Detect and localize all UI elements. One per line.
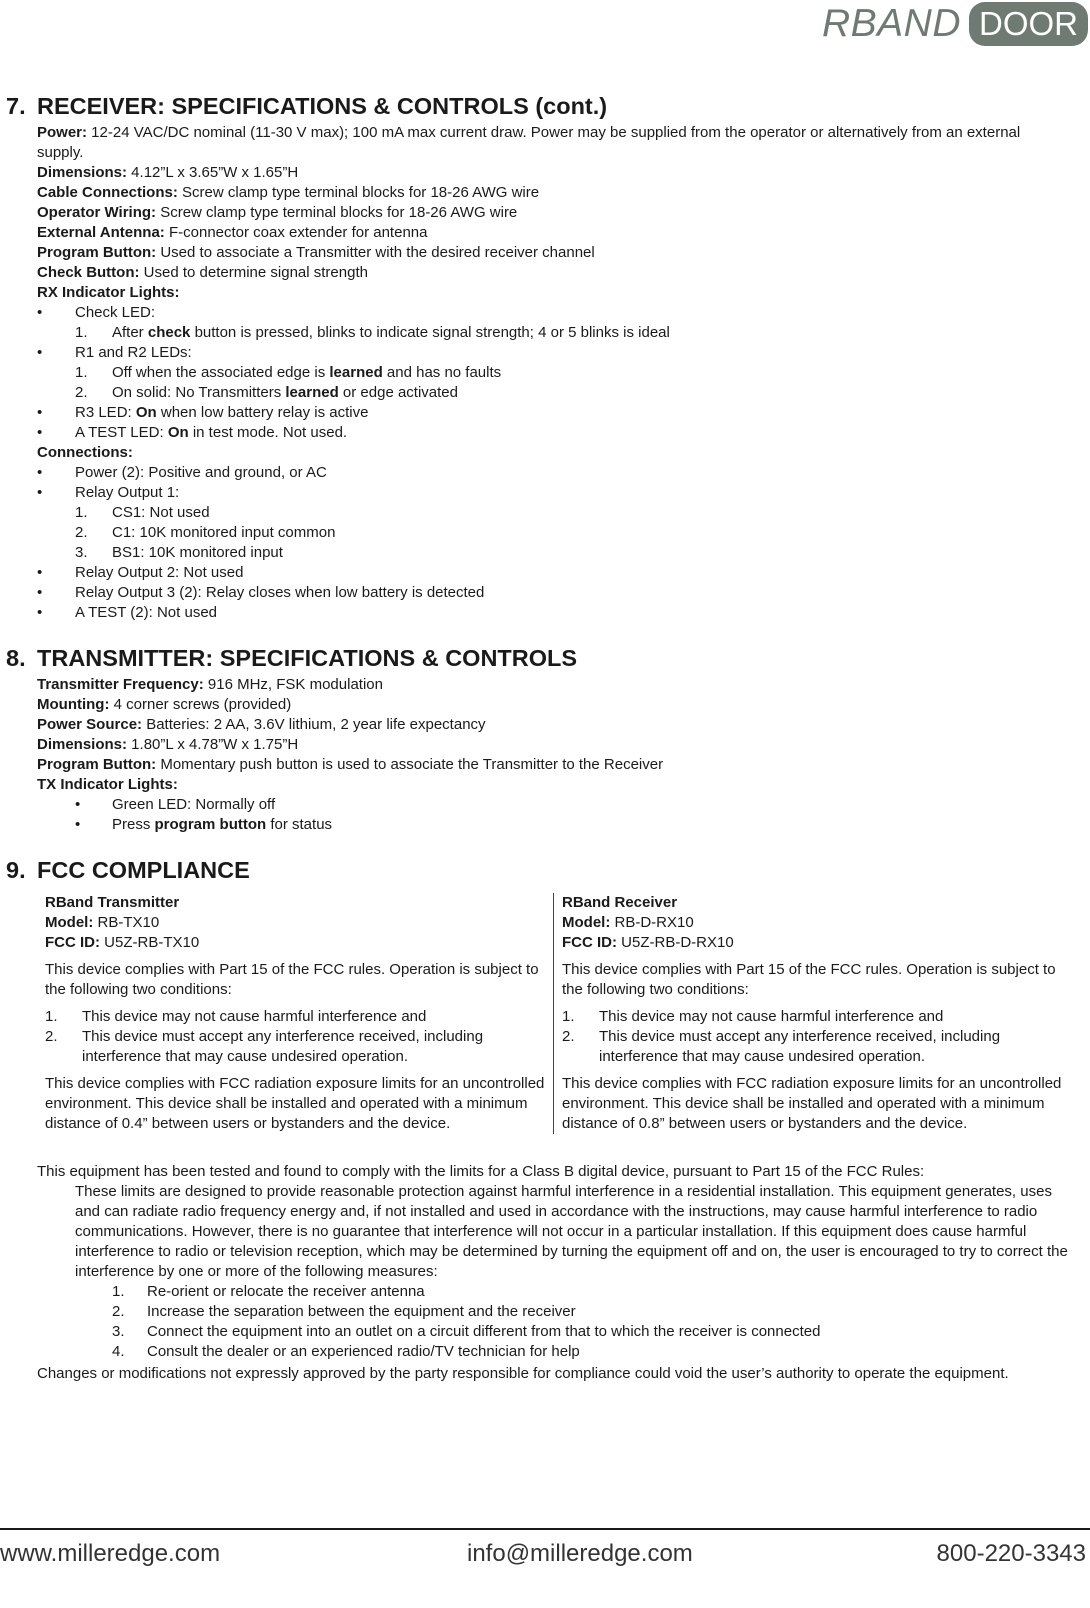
section-8-heading: 8. TRANSMITTER: SPECIFICATIONS & CONTROLS — [6, 645, 578, 671]
fcc-transmitter-column — [45, 893, 554, 1134]
fcc-radiation: This device complies with FCC radiation exposure limits for an uncontrolled environment. This device shall be installed and operated with a minimum distance of 0.8” between users or bystanders and the device. — [562, 1075, 1062, 1132]
spec-program-button: Program Button: Momentary push button is used to associate the Transmitter to the Receiver — [37, 756, 664, 773]
fcc-device-id: RBand Transmitter Model: RB-TX10 FCC ID: U5Z-RB-TX10 — [45, 894, 200, 951]
fcc-conditions: 1. This device may not cause harmful interference and 2. This device must accept any interference received, including interference that may cause undesired operation. — [562, 1008, 1001, 1065]
document-content — [0, 90, 1090, 1384]
list-item: • Check LED: — [37, 303, 1090, 323]
fcc-device-id: RBand Receiver Model: RB-D-RX10 FCC ID: U5Z-RB-D-RX10 — [562, 894, 734, 951]
list-item: 2. Increase the separation between the equipment and the receiver — [112, 1303, 576, 1320]
spec-cable-connections: Cable Connections: Screw clamp type terminal blocks for 18-26 AWG wire — [37, 184, 540, 201]
list-item: • R1 and R2 LEDs: — [37, 343, 1090, 363]
spec-transmitter-frequency: Transmitter Frequency: 916 MHz, FSK modulation — [37, 676, 383, 693]
spec-external-antenna: External Antenna: F-connector coax extender for antenna — [37, 224, 428, 241]
changes-paragraph: Changes or modifications not expressly approved by the party responsible for compliance could void the user’s authority to operate the equipment. — [37, 1365, 1009, 1382]
rx-indicator-heading: RX Indicator Lights: — [37, 284, 180, 301]
section-7-body — [0, 123, 1090, 623]
limits-paragraph: These limits are designed to provide reasonable protection against harmful interference in a residential installation. This equipment generates, uses and can radiate radio frequency energy and, if not installed and used in accordance with the instructions, may cause harmful interference to radio communications. However, there is no guarantee that interference will not occur in a particular installation. If this equipment does cause harmful interference to radio or television reception, which may be determined by turning the equipment off and on, the user is encouraged to try to correct the interference by one or more of the following measures: — [75, 1183, 1068, 1280]
footer-divider — [0, 1528, 1090, 1530]
list-item: • R3 LED: On when low battery relay is active — [37, 403, 1090, 423]
fcc-radiation: This device complies with FCC radiation exposure limits for an uncontrolled environment. This device shall be installed and operated with a minimum distance of 0.4” between users or bystanders and the device. — [45, 1075, 545, 1132]
spec-dimensions: Dimensions: 4.12”L x 3.65”W x 1.65”H — [37, 164, 299, 181]
fcc-intro: This device complies with Part 15 of the FCC rules. Operation is subject to the following two conditions: — [45, 961, 539, 998]
page-footer — [0, 1534, 1090, 1574]
list-item: 1. Off when the associated edge is learned and has no faults — [75, 364, 502, 381]
fcc-columns — [45, 893, 1080, 1134]
footer-phone: 800-220-3343 — [936, 1540, 1086, 1567]
spec-dimensions: Dimensions: 1.80”L x 4.78”W x 1.75”H — [37, 736, 299, 753]
list-item: 3. BS1: 10K monitored input — [75, 544, 283, 561]
logo-door-badge: DOOR — [969, 2, 1088, 46]
list-item: • A TEST LED: On in test mode. Not used. — [37, 423, 1090, 443]
section-7-heading: 7. RECEIVER: SPECIFICATIONS & CONTROLS (cont.) — [6, 93, 608, 119]
list-item: • Green LED: Normally off — [37, 795, 1090, 815]
list-item: 2. On solid: No Transmitters learned or edge activated — [75, 384, 458, 401]
list-item: • Relay Output 1: — [37, 483, 1090, 503]
footer-website-link[interactable]: www.milleredge.com — [0, 1540, 221, 1567]
spec-operator-wiring: Operator Wiring: Screw clamp type terminal blocks for 18-26 AWG wire — [37, 204, 518, 221]
fcc-equipment-statement — [0, 1162, 1090, 1384]
spec-check-button: Check Button: Used to determine signal strength — [37, 264, 368, 281]
spec-mounting: Mounting: 4 corner screws (provided) — [37, 696, 292, 713]
fcc-intro: This device complies with Part 15 of the FCC rules. Operation is subject to the following two conditions: — [562, 961, 1056, 998]
brand-logo — [822, 2, 1088, 46]
connections-heading: Connections: — [37, 444, 133, 461]
footer-email-link[interactable]: info@milleredge.com — [467, 1540, 693, 1567]
list-item: 3. Connect the equipment into an outlet on a circuit different from that to which the receiver is connected — [112, 1323, 821, 1340]
list-item: 4. Consult the dealer or an experienced radio/TV technician for help — [112, 1343, 580, 1360]
list-item: 1. CS1: Not used — [75, 504, 210, 521]
fcc-conditions: 1. This device may not cause harmful interference and 2. This device must accept any interference received, including interference that may cause undesired operation. — [45, 1008, 484, 1065]
list-item: • Press program button for status — [37, 815, 1090, 835]
list-item: 1. After check button is pressed, blinks to indicate signal strength; 4 or 5 blinks is ideal — [75, 324, 670, 341]
spec-power-source: Power Source: Batteries: 2 AA, 3.6V lithium, 2 year life expectancy — [37, 716, 486, 733]
spec-power: Power: 12-24 VAC/DC nominal (11-30 V max); 100 mA max current draw. Power may be supplied from the operator or alternatively from an external supply. — [37, 124, 1021, 161]
list-item: 2. C1: 10K monitored input common — [75, 524, 336, 541]
section-9-heading: 9. FCC COMPLIANCE — [6, 857, 250, 883]
list-item: • Power (2): Positive and ground, or AC — [37, 463, 1090, 483]
list-item: • A TEST (2): Not used — [37, 603, 1090, 623]
fcc-receiver-column — [554, 893, 1062, 1134]
equipment-intro: This equipment has been tested and found to comply with the limits for a Class B digital device, pursuant to Part 15 of the FCC Rules: — [37, 1163, 925, 1180]
list-item: • Relay Output 3 (2): Relay closes when low battery is detected — [37, 583, 1090, 603]
list-item: 1. Re-orient or relocate the receiver antenna — [112, 1283, 425, 1300]
tx-indicator-heading: TX Indicator Lights: — [37, 776, 178, 793]
list-item: • Relay Output 2: Not used — [37, 563, 1090, 583]
section-8-body — [0, 675, 1090, 835]
spec-program-button: Program Button: Used to associate a Transmitter with the desired receiver channel — [37, 244, 595, 261]
logo-rband-text: RBAND — [821, 2, 961, 45]
